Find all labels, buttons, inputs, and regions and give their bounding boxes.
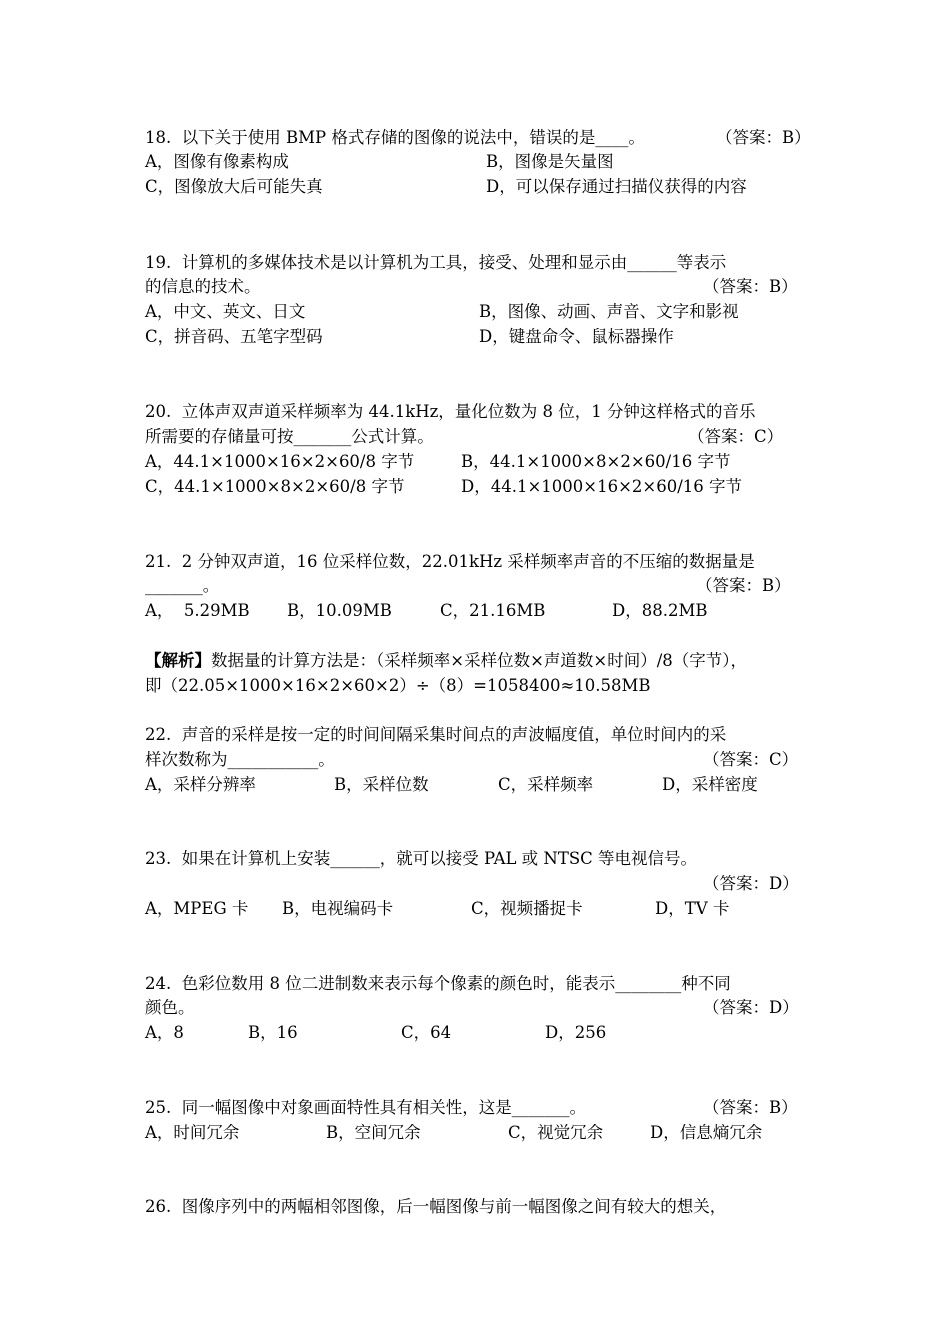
question-20-option-b: B，44.1×1000×8×2×60/16 字节: [461, 452, 731, 471]
question-22-option-d: D，采样密度: [662, 775, 758, 794]
question-22-option-b: B，采样位数: [334, 775, 429, 794]
question-21-option-a: A， 5.29MB: [145, 601, 250, 620]
question-25-option-d: D，信息熵冗余: [650, 1123, 763, 1142]
question-18-option-d: D，可以保存通过扫描仪获得的内容: [486, 177, 747, 196]
question-19-stem-line-1: 19. 计算机的多媒体技术是以计算机为工具，接受、处理和显示由______等表示: [145, 253, 727, 272]
question-19-option-c: C，拼音码、五笔字型码: [145, 327, 323, 346]
question-19-option-d: D，键盘命令、鼠标器操作: [479, 327, 674, 346]
question-25-option-a: A，时间冗余: [145, 1123, 240, 1142]
question-23-option-a: A，MPEG 卡: [145, 899, 249, 918]
question-24-option-b: B，16: [248, 1023, 298, 1042]
question-22-option-c: C，采样频率: [498, 775, 594, 794]
question-24-stem-line-1: 24. 色彩位数用 8 位二进制数来表示每个像素的颜色时，能表示________种不同: [145, 974, 731, 993]
question-20-option-c: C，44.1×1000×8×2×60/8 字节: [145, 477, 405, 496]
question-22-option-a: A，采样分辨率: [145, 775, 256, 794]
question-24-stem-line-2: 颜色。: [145, 998, 195, 1017]
question-24-answer: （答案：D）: [703, 998, 799, 1017]
analysis-line-1: [145, 650, 747, 672]
question-20-option-a: A，44.1×1000×16×2×60/8 字节: [145, 452, 415, 471]
question-21-option-d: D，88.2MB: [612, 601, 708, 620]
question-19-stem-line-2: 的信息的技术。: [145, 277, 261, 296]
question-20-stem-line-1: 20. 立体声双声道采样频率为 44.1kHz，量化位数为 8 位，1 分钟这样格式的音乐: [145, 402, 756, 421]
question-18-answer: （答案：B）: [716, 128, 811, 147]
question-21-answer: （答案：B）: [696, 576, 791, 595]
question-21-stem-line-2: _______。: [145, 576, 220, 595]
question-18-option-a: A，图像有像素构成: [145, 152, 289, 171]
question-20-stem-line-2: 所需要的存储量可按_______公式计算。: [145, 427, 434, 446]
question-25-stem: 25. 同一幅图像中对象画面特性具有相关性，这是_______。: [145, 1098, 586, 1117]
question-25-answer: （答案：B）: [703, 1098, 798, 1117]
question-19-option-a: A，中文、英文、日文: [145, 302, 306, 321]
question-23-answer: （答案：D）: [703, 874, 799, 893]
question-26-stem-line-1: 26. 图像序列中的两幅相邻图像，后一幅图像与前一幅图像之间有较大的想关，: [145, 1197, 727, 1216]
question-18-option-c: C，图像放大后可能失真: [145, 177, 323, 196]
question-21-option-c: C，21.16MB: [440, 601, 546, 620]
question-23-option-c: C，视频播捉卡: [471, 899, 583, 918]
question-21-stem-line-1: 21. 2 分钟双声道，16 位采样位数，22.01kHz 采样频率声音的不压缩的数据量是: [145, 552, 755, 571]
question-23-stem: 23. 如果在计算机上安装______，就可以接受 PAL 或 NTSC 等电视信号。: [145, 849, 698, 868]
question-23-option-b: B，电视编码卡: [282, 899, 394, 918]
question-25-option-c: C，视觉冗余: [508, 1123, 604, 1142]
question-22-answer: （答案：C）: [703, 750, 799, 769]
question-22-stem-line-2: 样次数称为___________。: [145, 750, 335, 769]
analysis-label: 【解析】: [145, 651, 211, 670]
question-23-option-d: D，TV 卡: [655, 899, 730, 918]
question-20-option-d: D，44.1×1000×16×2×60/16 字节: [461, 477, 743, 496]
question-25-option-b: B，空间冗余: [326, 1123, 421, 1142]
question-18-stem: 18. 以下关于使用 BMP 格式存储的图像的说法中，错误的是____。: [145, 128, 645, 147]
analysis-line-2: 即（22.05×1000×16×2×60×2）÷（8）=1058400≈10.58MB: [145, 676, 651, 695]
analysis-text-1: 数据量的计算方法是：（采样频率×采样位数×声道数×时间）/8（字节），: [211, 651, 748, 670]
question-24-option-d: D，256: [545, 1023, 607, 1042]
question-19-option-b: B，图像、动画、声音、文字和影视: [479, 302, 739, 321]
question-19-answer: （答案：B）: [703, 277, 798, 296]
question-24-option-a: A，8: [145, 1023, 184, 1042]
question-21-option-b: B，10.09MB: [287, 601, 392, 620]
question-18-option-b: B，图像是矢量图: [486, 152, 614, 171]
question-20-answer: （答案：C）: [688, 427, 784, 446]
question-22-stem-line-1: 22. 声音的采样是按一定的时间间隔采集时间点的声波幅度值，单位时间内的采: [145, 725, 727, 744]
question-24-option-c: C，64: [401, 1023, 452, 1042]
